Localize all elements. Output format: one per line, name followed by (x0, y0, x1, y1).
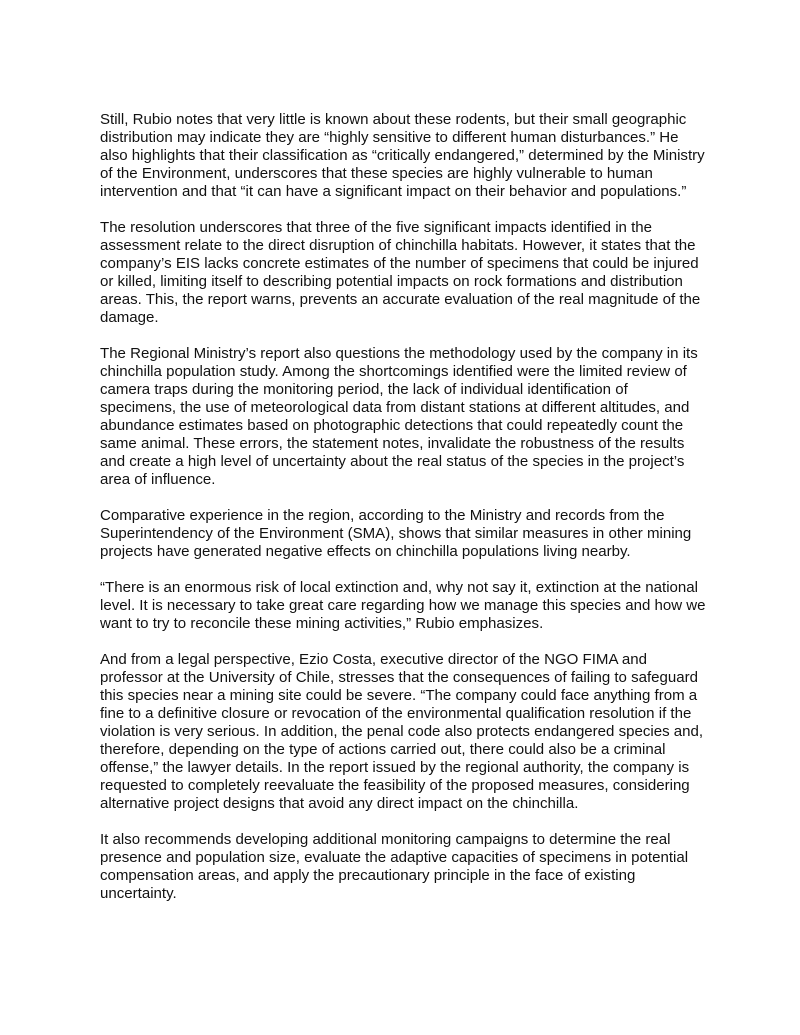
document-page (100, 111, 706, 921)
paragraph-methodology-critique: The Regional Ministry’s report also questions the methodology used by the company in its chinchilla population study. Among the shortcomings identified were the limited review of camera traps during the monitoring period, the lack of individual identification of specimens, the use of meteorological data from distant stations at different altitudes, and abundance estimates based on photographic detections that could repeatedly count the same animal. These errors, the statement notes, invalidate the robustness of the results and create a high level of uncertainty about the real status of the species in the project’s area of influence. (100, 345, 698, 488)
paragraph-recommendations: It also recommends developing additional monitoring campaigns to determine the real presence and population size, evaluate the adaptive capacities of specimens in potential compensation areas, and apply the precautionary principle in the face of existing uncertainty. (100, 831, 689, 902)
paragraph-extinction-quote: “There is an enormous risk of local extinction and, why not say it, extinction at the national level. It is necessary to take great care regarding how we manage this species and how we want to try to reconcile these mining activities,” Rubio emphasizes. (100, 579, 706, 632)
paragraph-resolution-impacts: The resolution underscores that three of the five significant impacts identified in the assessment relate to the direct disruption of chinchilla habitats. However, it states that the company’s EIS lacks concrete estimates of the number of specimens that could be injured or killed, limiting itself to describing potential impacts on rock formations and distribution areas. This, the report warns, prevents an accurate evaluation of the real magnitude of the damage. (100, 219, 701, 326)
paragraph-regional-experience: Comparative experience in the region, according to the Ministry and records from the Superintendency of the Environment (SMA), shows that similar measures in other mining projects have generated negative effects on chinchilla populations living nearby. (100, 507, 692, 560)
paragraph-rubio-rodents: Still, Rubio notes that very little is known about these rodents, but their small geographic distribution may indicate they are “highly sensitive to different human disturbances.” He also highlights that their classification as “critically endangered,” determined by the Ministry of the Environment, underscores that these species are highly vulnerable to human intervention and that “it can have a significant impact on their behavior and populations.” (100, 111, 705, 200)
paragraph-legal-perspective: And from a legal perspective, Ezio Costa, executive director of the NGO FIMA and professor at the University of Chile, stresses that the consequences of failing to safeguard this species near a mining site could be severe. “The company could face anything from a fine to a definitive closure or revocation of the environmental qualification resolution if the violation is very serious. In addition, the penal code also protects endangered species and, therefore, depending on the type of actions carried out, there could also be a criminal offense,” the lawyer details. In the report issued by the regional authority, the company is requested to completely reevaluate the feasibility of the proposed measures, considering alternative project designs that avoid any direct impact on the chinchilla. (100, 651, 704, 812)
